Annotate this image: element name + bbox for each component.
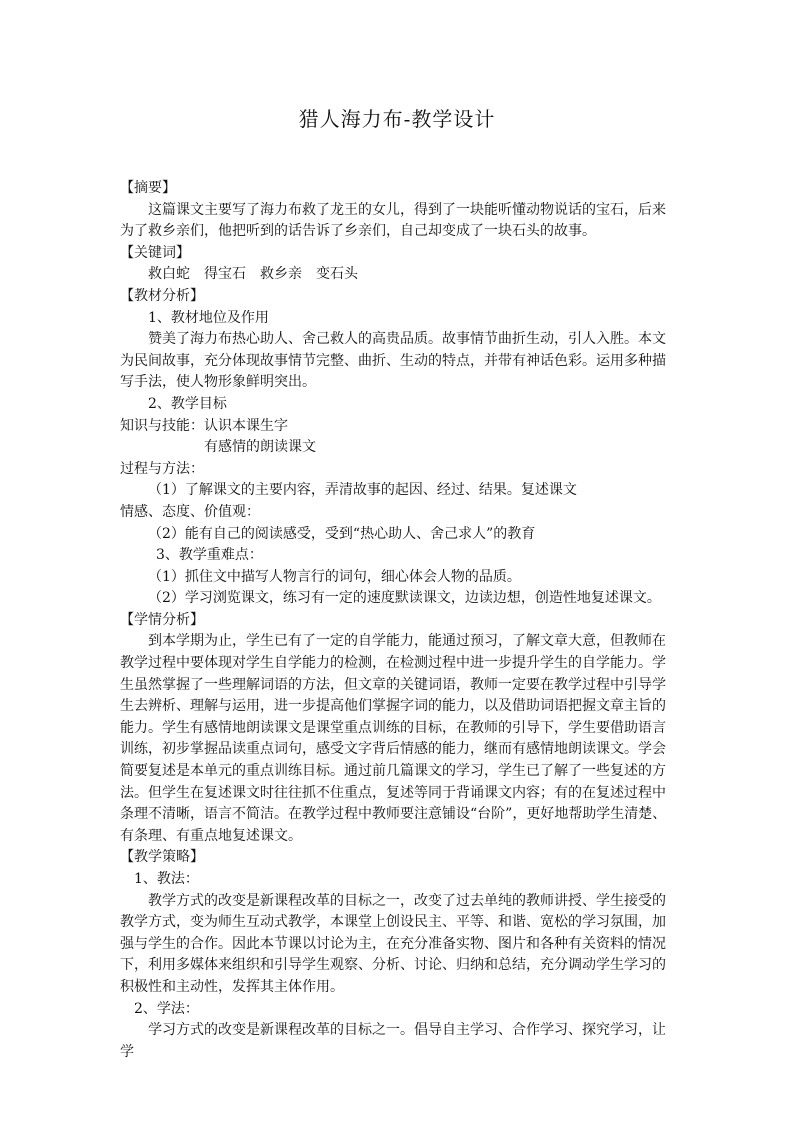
document-title: 猎人海力布-教学设计 <box>298 107 496 131</box>
goal-emotion-item: （2）能有自己的阅读感受，受到“热心助人、舍己求人”的教育 <box>148 525 536 542</box>
strategy-subheading-learning-method: 2、学法： <box>134 1000 199 1017</box>
section-heading-student-analysis: 【学情分析】 <box>120 611 204 628</box>
section-heading-abstract: 【摘要】 <box>120 180 176 196</box>
material-subheading-key-points: 3、教学重难点： <box>156 547 263 564</box>
learning-method-paragraph: 学习方式的改变是新课程改革的目标之一。倡导自主学习、合作学习、探究学习，让学 <box>120 1022 666 1060</box>
section-heading-teaching-strategy: 【教学策略】 <box>120 849 204 866</box>
student-analysis-paragraph: 到本学期为止，学生已有了一定的自学能力，能通过预习，了解文章大意，但教师在教学过程中要体现对学生自学能力的检测，在检测过程中进一步提升学生的自学能力。学生虽然掌握了一些理解词语的方法，但文章的关键词语，教师一定要在教学过程中引导学生去辨析、理解与运用，进一步提高他们掌握字词的能力，以及借助词语把握文章主旨的能力。学生有感情地朗读课文是课堂重点训练的目标，在教师的引导下，学生要借助语言训练，初步掌握品读重点词句，感受文字背后情感的能力，继而有感情地朗读课文。学会简要复述是本单元的重点训练目标。通过前几篇课文的学习，学生已了解了一些复述的方法。但学生在复述课文时往往抓不住重点，复述等同于背诵课文内容；有的在复述过程中条理不清晰，语言不简洁。在教学过程中教师要注意铺设“台阶”，更好地帮助学生清楚、有条理、有重点地复述课文。 <box>120 633 667 844</box>
abstract-paragraph: 这篇课文主要写了海力布救了龙王的女儿，得到了一块能听懂动物说话的宝石，后来为了救乡亲们，他把听到的话告诉了乡亲们，自己却变成了一块石头的故事。 <box>120 201 666 240</box>
material-subheading-goals: 2、教学目标 <box>148 395 227 412</box>
section-heading-material-analysis: 【教材分析】 <box>120 287 204 304</box>
keywords-line: 救白蛇 得宝石 救乡亲 变石头 <box>148 266 358 283</box>
strategy-subheading-teaching-method: 1、教法： <box>134 871 199 887</box>
document-body <box>120 178 676 1063</box>
goal-process-methods-label: 过程与方法： <box>120 460 204 477</box>
goal-emotion-label: 情感、态度、价值观： <box>120 503 260 520</box>
section-heading-keywords: 【关键词】 <box>120 244 190 261</box>
goal-knowledge-skills-2: 有感情的朗读课文 <box>204 439 316 456</box>
material-role-paragraph: 赞美了海力布热心助人、舍己救人的高贵品质。故事情节曲折生动，引人入胜。本文为民间故事，充分体现故事情节完整、曲折、生动的特点，并带有神话色彩。运用多种描写手法，使人物形象鲜明突出。 <box>120 331 666 391</box>
key-point-2: （2）学习浏览课文，练习有一定的速度默读课文，边读边想，创造性地复述课文。 <box>148 590 661 607</box>
teaching-method-paragraph: 教学方式的改变是新课程改革的目标之一，改变了过去单纯的教师讲授、学生接受的教学方式，变为师生互动式教学，本课堂上创设民主、平等、和谐、宽松的学习氛围，加强与学生的合作。因此本节课以讨论为主，在充分准备实物、图片和各种有关资料的情况下，利用多媒体来组织和引导学生观察、分析、讨论、归纳和总结，充分调动学生学习的积极性和主动性，发挥其主体作用。 <box>120 892 666 995</box>
goal-process-methods-item: （1）了解课文的主要内容，弄清故事的起因、经过、结果。复述课文 <box>148 482 577 499</box>
material-subheading-role: 1、教材地位及作用 <box>148 309 269 326</box>
key-point-1: （1）抓住文中描写人物言行的词句，细心体会人物的品质。 <box>148 568 521 585</box>
goal-knowledge-skills: 知识与技能：认识本课生字 <box>120 417 288 434</box>
